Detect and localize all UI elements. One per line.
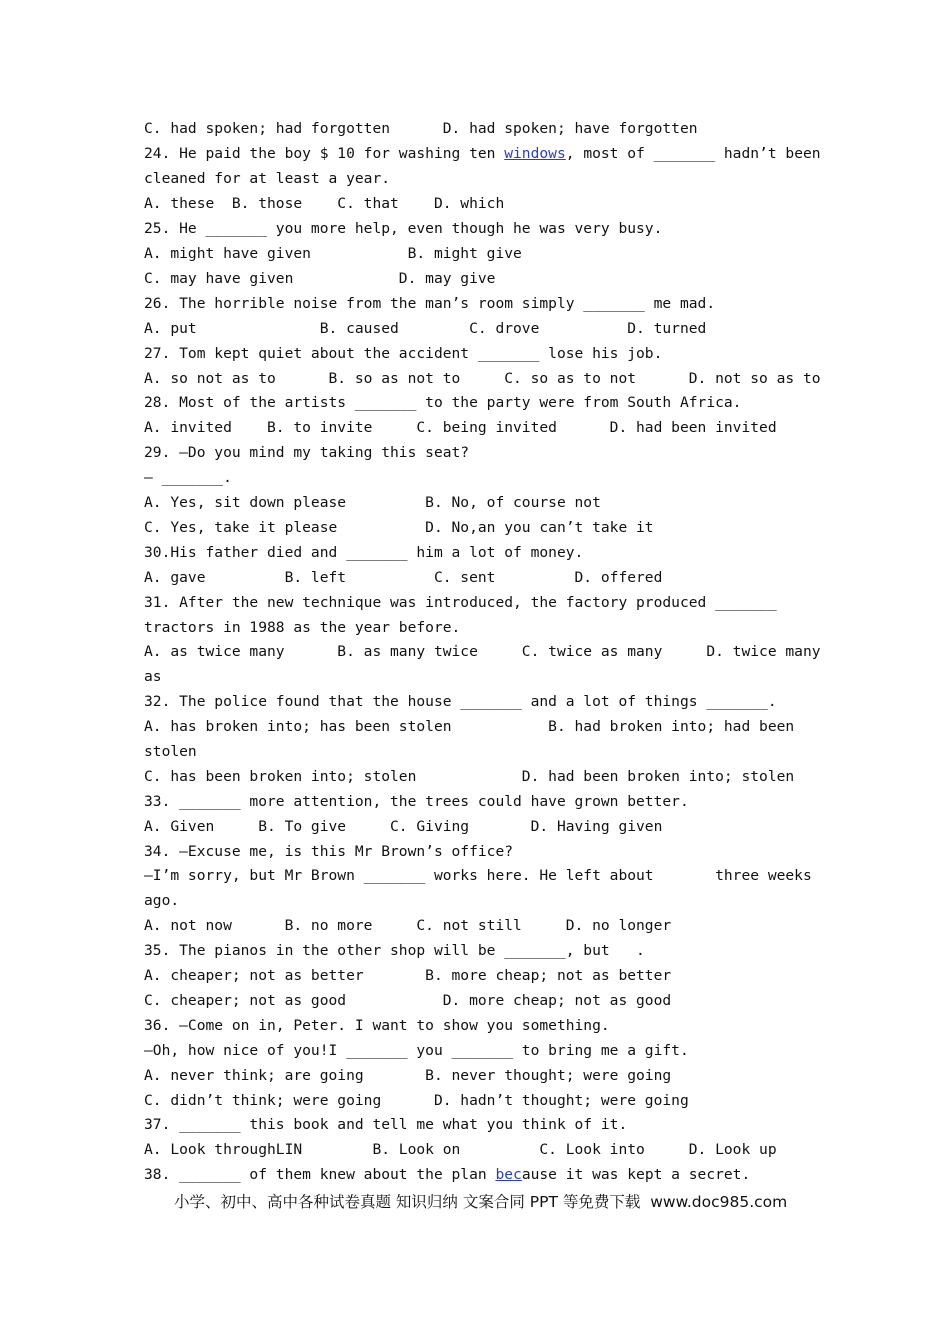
- q36-stem: 36. —Come on in, Peter. I want to show you something.: [144, 1017, 610, 1034]
- q23-options-cd: C. had spoken; had forgotten D. had spoken; have forgotten: [144, 120, 698, 137]
- q34-reply: —I’m sorry, but Mr Brown _______ works here. He left about three weeks: [144, 867, 812, 884]
- q24-stem: [144, 145, 821, 163]
- q31-options-cont: as: [144, 668, 162, 685]
- q33-options: A. Given B. To give C. Giving D. Having given: [144, 818, 663, 835]
- q28-stem: 28. Most of the artists _______ to the party were from South Africa.: [144, 394, 742, 411]
- q35-stem: 35. The pianos in the other shop will be _______, but .: [144, 942, 645, 959]
- q38-stem: [144, 1166, 750, 1184]
- q26-options: A. put B. caused C. drove D. turned: [144, 320, 707, 337]
- q37-options: A. Look throughLIN B. Look on C. Look into D. Look up: [144, 1141, 777, 1158]
- q29-answer-blank: — _______.: [144, 469, 232, 486]
- q28-options: A. invited B. to invite C. being invited D. had been invited: [144, 419, 777, 436]
- q35-options-ab: A. cheaper; not as better B. more cheap; not as better: [144, 967, 672, 984]
- footer-banner: 小学、初中、高中各种试卷真题 知识归纳 文案合同 PPT 等免费下载 www.doc985.com: [174, 1193, 788, 1211]
- q27-options: A. so not as to B. so as not to C. so as to not D. not so as to: [144, 370, 821, 387]
- q32-options-ab-cont: stolen: [144, 743, 197, 760]
- q31-stem-cont: tractors in 1988 as the year before.: [144, 619, 461, 636]
- q27-stem: 27. Tom kept quiet about the accident _______ lose his job.: [144, 345, 663, 362]
- q24-options: A. these B. those C. that D. which: [144, 195, 505, 212]
- q34-options: A. not now B. no more C. not still D. no longer: [144, 917, 672, 934]
- q24-stem-cont: cleaned for at least a year.: [144, 170, 391, 187]
- q29-options-cd: C. Yes, take it please D. No,an you can’t take it: [144, 519, 654, 536]
- q35-options-cd: C. cheaper; not as good D. more cheap; not as good: [144, 992, 672, 1009]
- q30-stem: 30.His father died and _______ him a lot of money.: [144, 544, 584, 561]
- q26-stem: 26. The horrible noise from the man’s room simply _______ me mad.: [144, 295, 716, 312]
- q33-stem: 33. _______ more attention, the trees could have grown better.: [144, 793, 689, 810]
- q37-stem: 37. _______ this book and tell me what you think of it.: [144, 1116, 628, 1133]
- q32-options-ab: A. has broken into; has been stolen B. had broken into; had been: [144, 718, 795, 735]
- q29-stem: 29. —Do you mind my taking this seat?: [144, 444, 470, 461]
- q25-options-ab: A. might have given B. might give: [144, 245, 522, 262]
- q29-options-ab: A. Yes, sit down please B. No, of course not: [144, 494, 601, 511]
- q30-options: A. gave B. left C. sent D. offered: [144, 569, 663, 586]
- because-link[interactable]: bec: [495, 1166, 522, 1183]
- q34-stem: 34. —Excuse me, is this Mr Brown’s office?: [144, 843, 514, 860]
- windows-link[interactable]: windows: [504, 145, 566, 162]
- q38-stem-start: 38. _______ of them knew about the plan: [144, 1166, 496, 1183]
- q24-stem-end: , most of _______ hadn’t been: [565, 145, 821, 162]
- q24-stem-start: 24. He paid the boy $ 10 for washing ten: [144, 145, 505, 162]
- q34-reply-cont: ago.: [144, 892, 180, 909]
- q32-stem: 32. The police found that the house _______ and a lot of things _______.: [144, 693, 777, 710]
- q32-options-cd: C. has been broken into; stolen D. had been broken into; stolen: [144, 768, 795, 785]
- q31-stem: 31. After the new technique was introduced, the factory produced _______: [144, 594, 777, 611]
- q38-stem-end: ause it was kept a secret.: [521, 1166, 751, 1183]
- q31-options: A. as twice many B. as many twice C. twice as many D. twice many: [144, 643, 821, 660]
- q36-options-ab: A. never think; are going B. never thought; were going: [144, 1067, 672, 1084]
- q25-options-cd: C. may have given D. may give: [144, 270, 496, 287]
- q25-stem: 25. He _______ you more help, even though he was very busy.: [144, 220, 663, 237]
- q36-reply: —Oh, how nice of you!I _______ you _______ to bring me a gift.: [144, 1042, 689, 1059]
- q36-options-cd: C. didn’t think; were going D. hadn’t thought; were going: [144, 1092, 689, 1109]
